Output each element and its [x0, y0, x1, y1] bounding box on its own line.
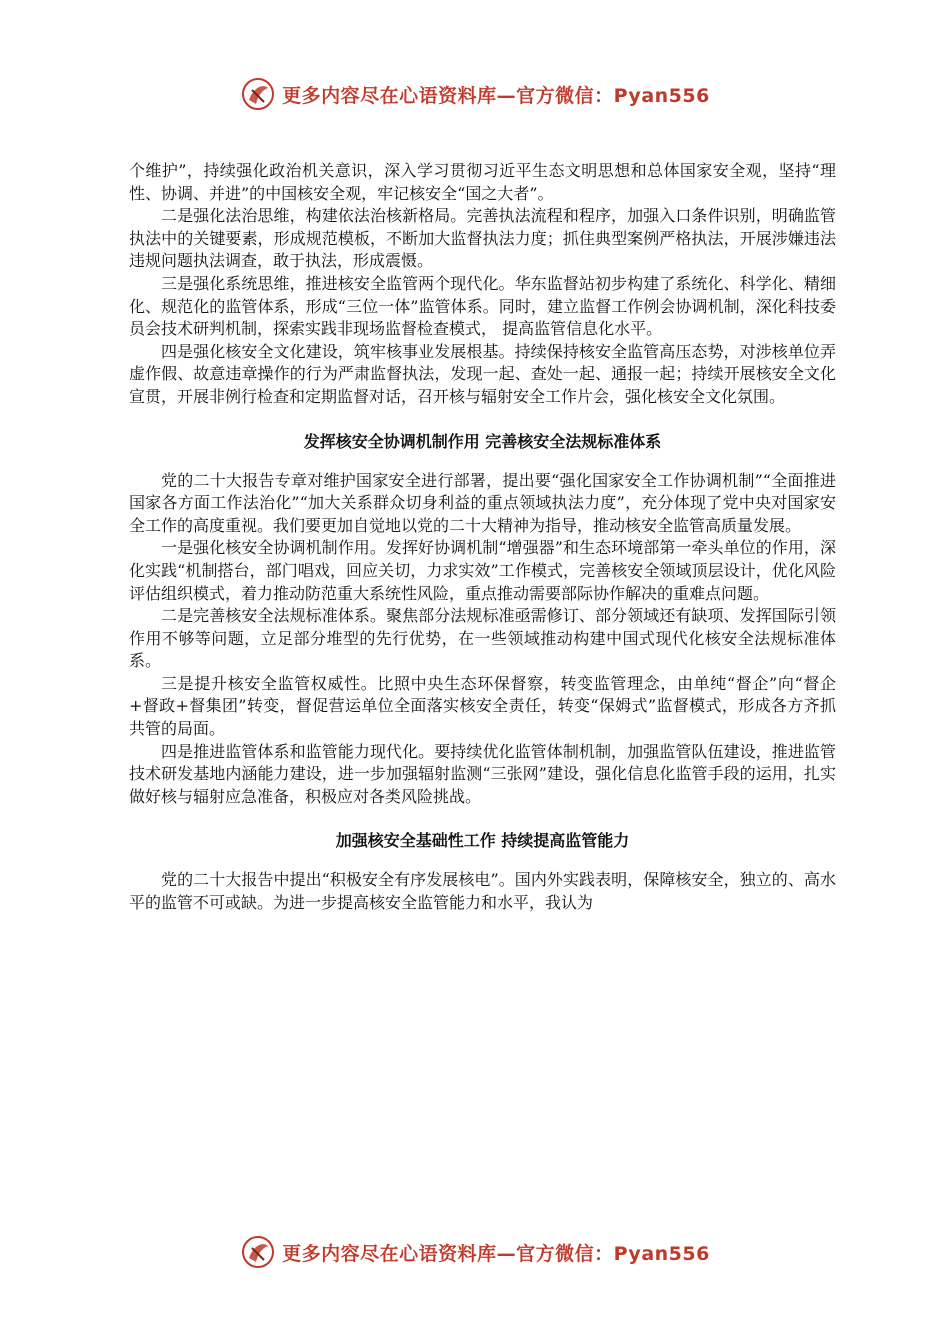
seal-logo-icon	[240, 1234, 276, 1270]
footer-watermark	[0, 1232, 950, 1272]
paragraph: 四是推进监管体系和监管能力现代化。要持续优化监管体制机制，加强监管队伍建设，推进监管技术研发基地内涵能力建设，进一步加强辐射监测“三张网”建设，强化信息化监管手段的运用，扎实做好核与辐射应急准备，积极应对各类风险挑战。	[129, 741, 836, 806]
section-heading: 发挥核安全协调机制作用 完善核安全法规标准体系	[303, 431, 662, 451]
watermark-text: 更多内容尽在心语资料库—官方微信：Pyan556	[282, 1242, 710, 1265]
paragraph: 党的二十大报告中提出“积极安全有序发展核电”。国内外实践表明，保障核安全，独立的、高水平的监管不可或缺。为进一步提高核安全监管能力和水平，我认为	[129, 870, 836, 913]
section-heading: 加强核安全基础性工作 持续提高监管能力	[335, 831, 630, 851]
seal-logo-icon	[240, 76, 276, 112]
paragraph: 一是强化核安全协调机制作用。发挥好协调机制“增强器”和生态环境部第一牵头单位的作用，深化实践“机制搭台，部门唱戏，回应关切，力求实效”工作模式，完善核安全领域顶层设计，优化风险评估组织模式，着力推动防范重大系统性风险，重点推动需要部际协作解决的重难点问题。	[129, 538, 836, 603]
paragraph: 二是强化法治思维，构建依法治核新格局。完善执法流程和程序，加强入口条件识别，明确监管执法中的关键要素，形成规范模板，不断加大监督执法力度；抓住典型案例严格执法，开展涉嫌违法违规问题执法调查，敢于执法，形成震慑。	[129, 206, 836, 271]
paragraph: 三是提升核安全监管权威性。比照中央生态环保督察，转变监管理念，由单纯“督企”向“督企+督政+督集团”转变，督促营运单位全面落实核安全责任，转变“保姆式”监督模式，形成各方齐抓共管的局面。	[129, 673, 836, 739]
header-watermark	[0, 74, 950, 114]
watermark-text: 更多内容尽在心语资料库—官方微信：Pyan556	[282, 84, 710, 107]
paragraph: 个维护”，持续强化政治机关意识，深入学习贯彻习近平生态文明思想和总体国家安全观，坚持“理性、协调、并进”的中国核安全观，牢记核安全“国之大者”。	[129, 161, 836, 203]
paragraph: 二是完善核安全法规标准体系。聚焦部分法规标准亟需修订、部分领域还有缺项、发挥国际引领作用不够等问题，立足部分堆型的先行优势，在一些领域推动构建中国式现代化核安全法规标准体系。	[129, 606, 836, 671]
paragraph: 党的二十大报告专章对维护国家安全进行部署，提出要“强化国家安全工作协调机制”“全面推进国家各方面工作法治化”“加大关系群众切身利益的重点领域执法力度”，充分体现了党中央对国家安全工作的高度重视。我们要更加自觉地以党的二十大精神为指导，推动核安全监管高质量发展。	[129, 470, 836, 535]
paragraph: 四是强化核安全文化建设，筑牢核事业发展根基。持续保持核安全监管高压态势，对涉核单位弄虚作假、故意违章操作的行为严肃监督执法，发现一起、查处一起、通报一起；持续开展核安全文化宣贯，开展非例行检查和定期监督对话，召开核与辐射安全工作片会，强化核安全文化氛围。	[129, 341, 836, 406]
document-body	[129, 160, 836, 915]
paragraph: 三是强化系统思维，推进核安全监管两个现代化。华东监督站初步构建了系统化、科学化、精细化、规范化的监管体系，形成“三位一体”监管体系。同时，建立监督工作例会协调机制，深化科技委员会技术研判机制，探索实践非现场监督检查模式， 提高监管信息化水平。	[129, 273, 836, 339]
